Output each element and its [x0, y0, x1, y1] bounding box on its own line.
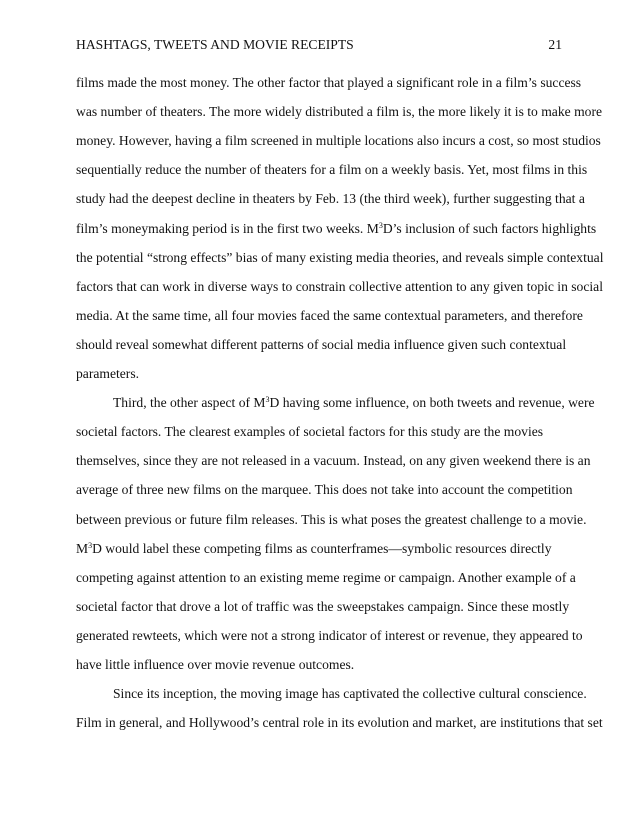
superscript: 3 — [265, 395, 270, 405]
text-line — [76, 541, 552, 557]
superscript: 3 — [88, 540, 93, 550]
text-line: parameters. — [76, 366, 140, 381]
text-segment: D’s inclusion of such factors highlights — [382, 220, 597, 236]
superscript: 3 — [378, 220, 383, 230]
text-segment: film’s moneymaking period is in the first two weeks. M — [76, 220, 379, 236]
text-line: generated rewteets, which were not a strong indicator of interest or revenue, they appeared to — [76, 627, 583, 643]
text-line: have little influence over movie revenue outcomes. — [76, 657, 355, 672]
text-segment: D would label these competing films as counterframes—symbolic resources directly — [92, 540, 552, 556]
text-line: competing against attention to an existing meme regime or campaign. Another example of a — [76, 569, 576, 585]
page-number: 21 — [548, 37, 562, 52]
text-line: media. At the same time, all four movies faced the same contextual parameters, and therefore — [76, 307, 583, 323]
text-line: between previous or future film releases. This is what poses the greatest challenge to a movie. — [76, 511, 587, 527]
text-segment: D having some influence, on both tweets and revenue, were — [269, 395, 595, 411]
text-line: societal factors. The clearest examples of societal factors for this study are the movies — [76, 424, 544, 440]
text-line: sequentially reduce the number of theaters for a film on a weekly basis. Yet, most films in this — [76, 162, 588, 178]
text-line: the potential “strong effects” bias of many existing media theories, and reveals simple contextual — [76, 249, 604, 265]
text-line — [113, 395, 595, 411]
text-line: societal factor that drove a lot of traffic was the sweepstakes campaign. Since these mostly — [76, 598, 570, 614]
text-line: study had the deepest decline in theaters by Feb. 13 (the third week), further suggesting that a — [76, 191, 585, 207]
text-line: factors that can work in diverse ways to constrain collective attention to any given topic in social — [76, 278, 603, 294]
text-line: themselves, since they are not released in a vacuum. Instead, on any given weekend there is an — [76, 453, 591, 469]
text-line: Since its inception, the moving image has captivated the collective cultural conscience. — [113, 686, 587, 702]
text-segment: Third, the other aspect of M — [113, 395, 266, 411]
text-line: money. However, having a film screened in multiple locations also incurs a cost, so most studios — [76, 133, 601, 149]
text-line: films made the most money. The other factor that played a significant role in a film’s success — [76, 75, 582, 90]
running-head: HASHTAGS, TWEETS AND MOVIE RECEIPTS — [76, 37, 354, 52]
text-line: Film in general, and Hollywood’s central role in its evolution and market, are institutions that set — [76, 715, 603, 731]
text-line — [76, 221, 596, 237]
text-line: should reveal somewhat different patterns of social media influence given such contextual — [76, 336, 567, 352]
text-line: was number of theaters. The more widely distributed a film is, the more likely it is to make more — [76, 104, 603, 120]
text-line: average of three new films on the marquee. This does not take into account the competition — [76, 482, 573, 498]
text-segment: M — [76, 540, 89, 556]
